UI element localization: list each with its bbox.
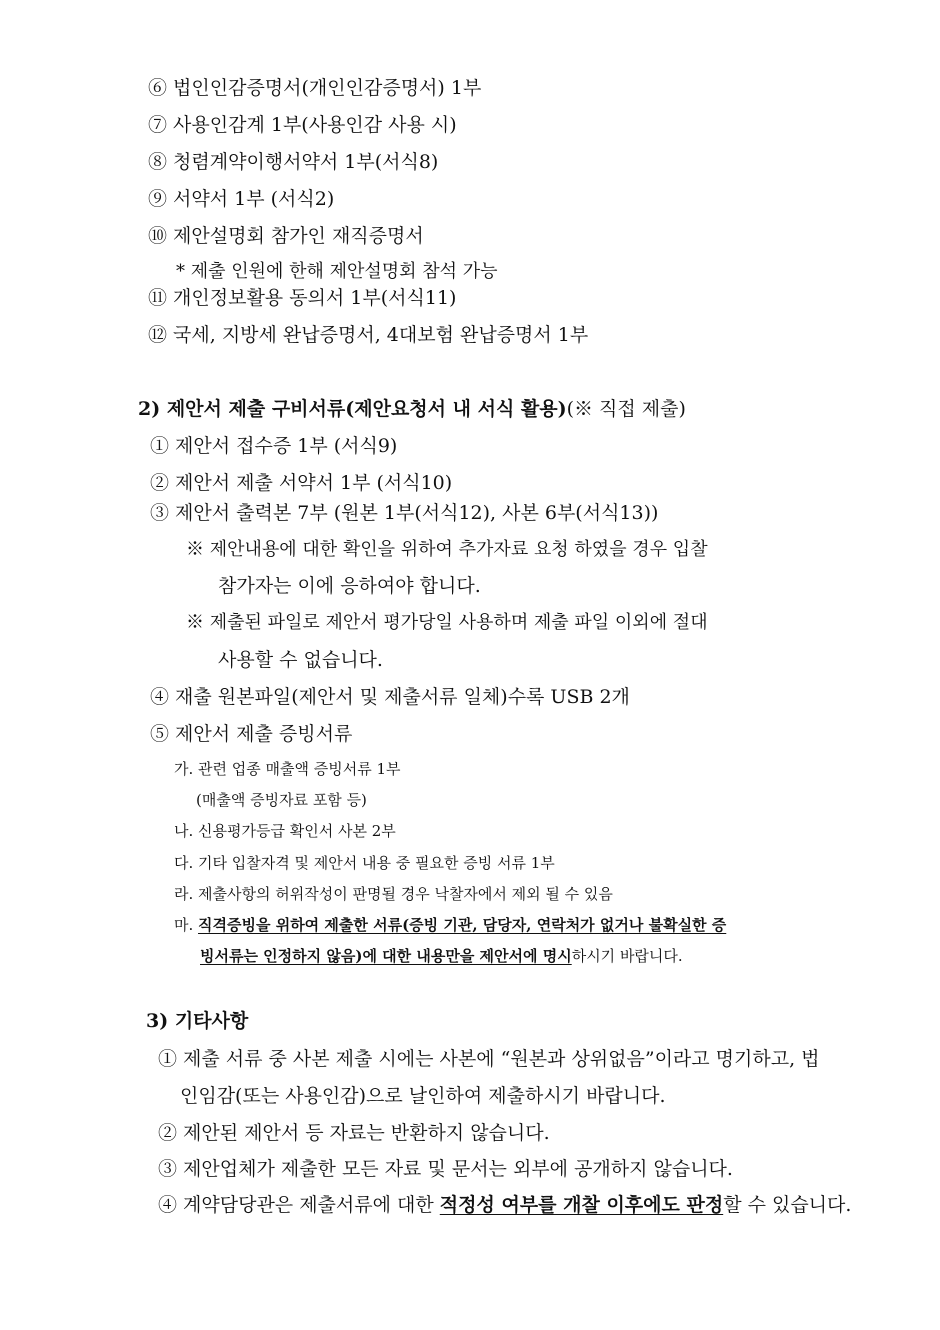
- list-item: ③ 제안업체가 제출한 모든 자료 및 문서는 외부에 공개하지 않습니다.: [158, 1158, 733, 1180]
- sub-list-marker: 마.: [174, 916, 199, 934]
- list-item: ⑩ 제안설명회 참가인 재직증명서: [148, 225, 424, 247]
- list-item: ⑨ 서약서 1부 (서식2): [148, 188, 335, 210]
- emphasis-text: 빙서류는 인정하지 않음)에 대한 내용만을 제안서에 명시: [200, 947, 572, 965]
- list-item: ① 제출 서류 중 사본 제출 시에는 사본에 “원본과 상위없음”이라고 명기하고, 법: [158, 1048, 820, 1070]
- section-heading: [138, 396, 686, 422]
- sub-list-item: 다. 기타 입찰자격 및 제안서 내용 중 필요한 증빙 서류 1부: [174, 854, 555, 872]
- plain-text: 할 수 있습니다.: [723, 1194, 852, 1216]
- list-item: ② 제안서 제출 서약서 1부 (서식10): [150, 472, 453, 494]
- list-item: ⑥ 법인인감증명서(개인인감증명서) 1부: [148, 77, 482, 99]
- list-item: ① 제안서 접수증 1부 (서식9): [150, 435, 398, 457]
- list-item-continued: 인임감(또는 사용인감)으로 날인하여 제출하시기 바랍니다.: [180, 1085, 666, 1107]
- section-heading-note: (※ 직접 제출): [566, 398, 686, 420]
- list-item: ⑦ 사용인감계 1부(사용인감 사용 시): [148, 114, 457, 136]
- note-line: 참가자는 이에 응하여야 합니다.: [218, 575, 481, 597]
- list-item: [158, 1192, 851, 1218]
- list-item-note: * 제출 인원에 한해 제안설명회 참석 가능: [176, 261, 498, 282]
- sub-list-item: [174, 914, 726, 936]
- list-item: ⑤ 제안서 제출 증빙서류: [150, 723, 353, 745]
- plain-text: ④ 계약담당관은 제출서류에 대한: [158, 1194, 440, 1216]
- emphasis-text: 적정성 여부를 개찰 이후에도 판정: [439, 1194, 724, 1216]
- list-item: ⑫ 국세, 지방세 완납증명서, 4대보험 완납증명서 1부: [148, 324, 589, 346]
- list-item: ② 제안된 제안서 등 자료는 반환하지 않습니다.: [158, 1122, 550, 1144]
- note-line: 사용할 수 없습니다.: [218, 649, 383, 671]
- list-item: ⑪ 개인정보활용 동의서 1부(서식11): [148, 287, 457, 309]
- section-heading: 3) 기타사항: [146, 1010, 249, 1032]
- list-item: ④ 재출 원본파일(제안서 및 제출서류 일체)수록 USB 2개: [150, 686, 630, 708]
- list-item: ⑧ 청렴계약이행서약서 1부(서식8): [148, 151, 439, 173]
- note-line: ※ 제안내용에 대한 확인을 위하여 추가자료 요청 하였을 경우 입찰: [186, 539, 708, 560]
- note-line: ※ 제출된 파일로 제안서 평가당일 사용하며 제출 파일 이외에 절대: [186, 612, 708, 633]
- sub-list-item: 나. 신용평가등급 확인서 사본 2부: [174, 822, 396, 840]
- plain-text: 하시기 바랍니다.: [571, 947, 683, 965]
- section-heading-bold: 2) 제안서 제출 구비서류(제안요청서 내 서식 활용): [138, 398, 567, 420]
- emphasis-text: 직격증빙을 위하여 제출한 서류(증빙 기관, 담당자, 연락처가 없거나 불확실한 증: [198, 916, 727, 934]
- sub-list-item: (매출액 증빙자료 포함 등): [196, 791, 367, 809]
- list-item: ③ 제안서 출력본 7부 (원본 1부(서식12), 사본 6부(서식13)): [150, 502, 659, 524]
- sub-list-item: 가. 관련 업종 매출액 증빙서류 1부: [174, 760, 401, 778]
- sub-list-item-continued: [200, 945, 683, 967]
- sub-list-item: 라. 제출사항의 허위작성이 판명될 경우 낙찰자에서 제외 될 수 있음: [174, 885, 613, 903]
